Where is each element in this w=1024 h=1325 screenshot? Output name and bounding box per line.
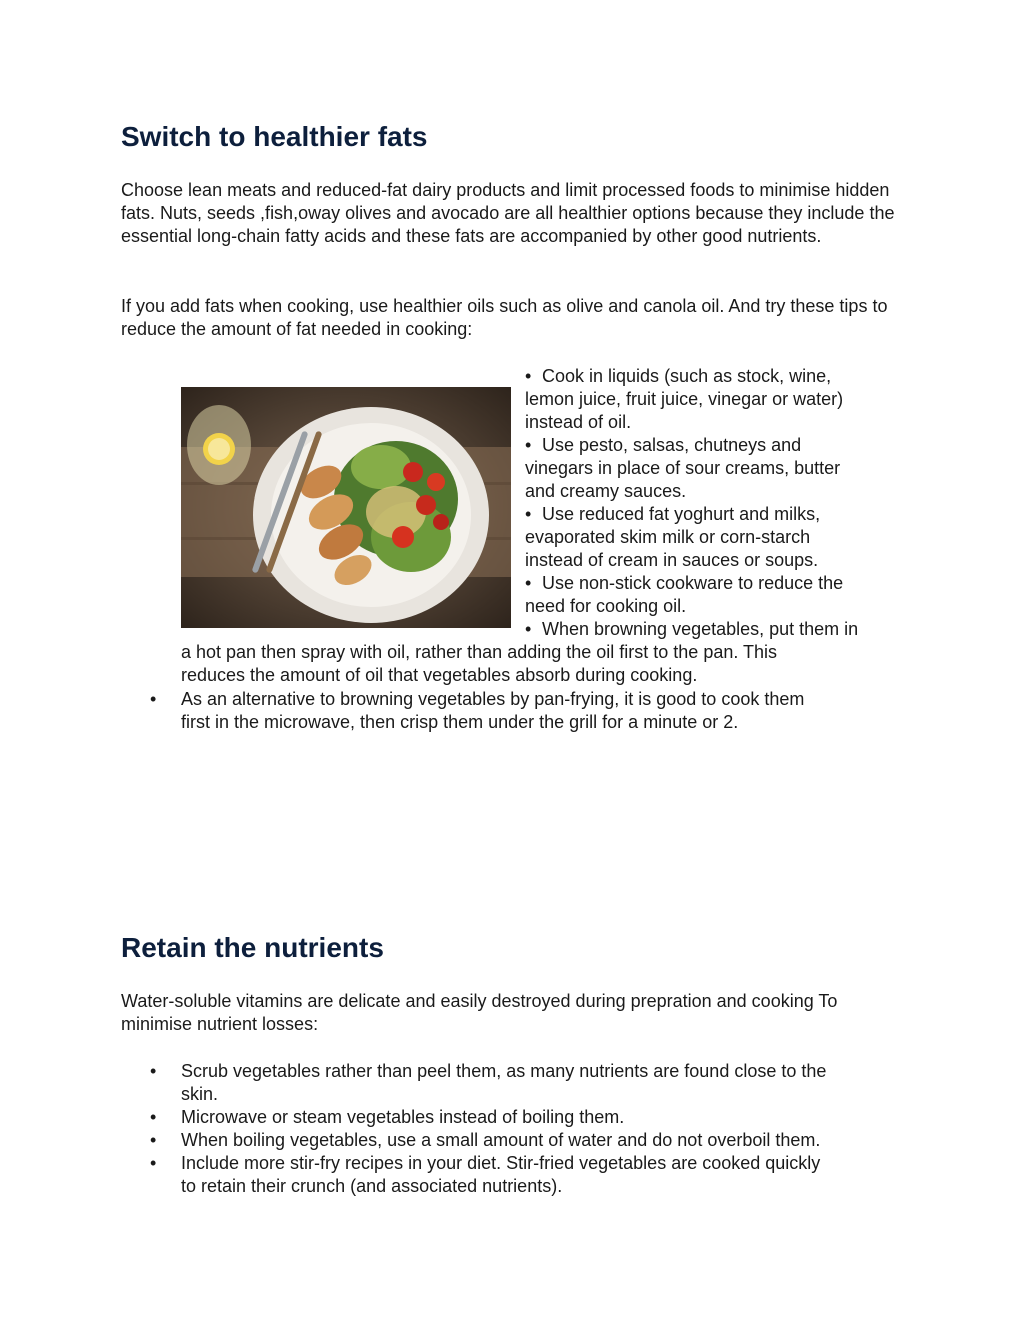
bullet-browning-line1: When browning vegetables, put them in [542,619,859,639]
bullet-browning-line2: a hot pan then spray with oil, rather than adding the oil first to the pan. This [181,642,778,662]
bullet-stirfry-line2: to retain their crunch (and associated nutrients). [181,1176,563,1196]
bullet-marker: • [150,1107,157,1127]
bullet-nonstick-line1: Use non-stick cookware to reduce the [542,573,844,593]
bullet-microwave-line1: As an alternative to browning vegetables by pan-frying, it is good to cook them [181,689,805,709]
bullet-marker: • [525,619,532,639]
bullet-marker: • [525,366,532,386]
bullet-marker: • [525,573,532,593]
bullet-yoghurt-line2: evaporated skim milk or corn-starch [525,527,811,547]
salad-plate-image [181,387,511,628]
bullet-pesto-line3: and creamy sauces. [525,481,687,501]
bullet-marker: • [150,1153,157,1173]
paragraph-water-soluble: Water-soluble vitamins are delicate and easily destroyed during prepration and cooking To minimise nutrient losses: [121,991,838,1034]
bullet-stirfry-line1: Include more stir-fry recipes in your diet. Stir-fried vegetables are cooked quickly [181,1153,821,1173]
bullet-marker: • [525,504,532,524]
section-heading-healthier-fats: Switch to healthier fats [121,121,428,152]
section-heading-retain-nutrients: Retain the nutrients [121,932,384,963]
bullet-pesto-line1: Use pesto, salsas, chutneys and [542,435,802,455]
bullet-marker: • [150,1130,157,1150]
paragraph-lean-meats: Choose lean meats and reduced-fat dairy products and limit processed foods to minimise hidden fats. Nuts, seeds ,fish,oway olives and avocado are all healthier options because they include the essential long-chain fatty acids and these fats are accompanied by other good nutrients. [121,180,895,246]
paragraph-healthier-oils: If you add fats when cooking, use healthier oils such as olive and canola oil. And try these tips to reduce the amount of fat needed in cooking: [121,296,888,339]
bullet-browning-line3: reduces the amount of oil that vegetables absorb during cooking. [181,665,698,685]
bullet-scrub-line2: skin. [181,1084,219,1104]
bullet-liquids-line3: instead of oil. [525,412,632,432]
bullet-marker: • [525,435,532,455]
bullet-scrub-line1: Scrub vegetables rather than peel them, as many nutrients are found close to the [181,1061,827,1081]
bullet-microwave-line2: first in the microwave, then crisp them under the grill for a minute or 2. [181,712,739,732]
bullet-marker: • [150,689,157,709]
bullet-yoghurt-line3: instead of cream in sauces or soups. [525,550,819,570]
bullet-liquids-line1: Cook in liquids (such as stock, wine, [542,366,832,386]
bullet-boiling-line1: When boiling vegetables, use a small amount of water and do not overboil them. [181,1130,821,1150]
bullet-yoghurt-line1: Use reduced fat yoghurt and milks, [542,504,821,524]
bullet-steam-line1: Microwave or steam vegetables instead of boiling them. [181,1107,625,1127]
bullet-marker: • [150,1061,157,1081]
bullet-liquids-line2: lemon juice, fruit juice, vinegar or water) [525,389,844,409]
bullet-nonstick-line2: need for cooking oil. [525,596,687,616]
bullet-pesto-line2: vinegars in place of sour creams, butter [525,458,841,478]
